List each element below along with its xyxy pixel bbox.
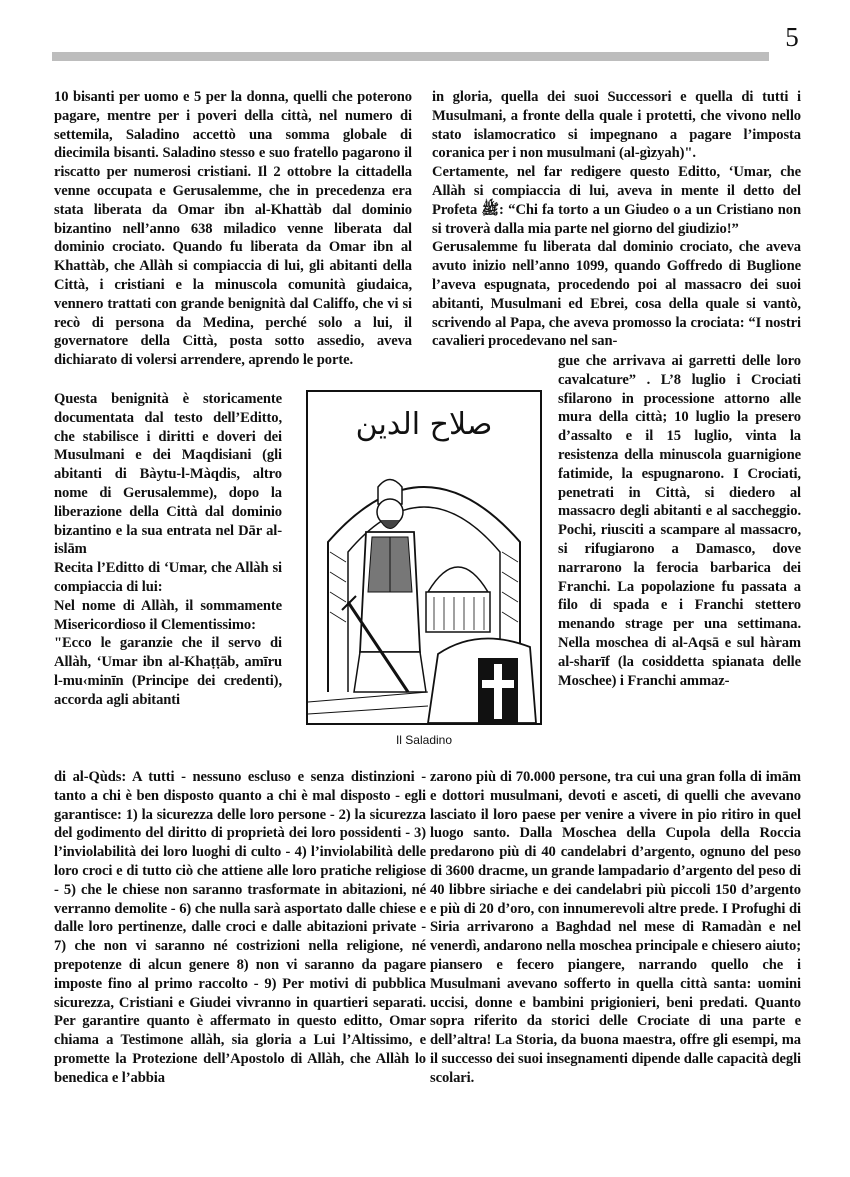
figure-caption: Il Saladino: [395, 733, 453, 747]
paragraph: in gloria, quella dei suoi Successori e quella di tutti i Musulmani, a fronte della quale i protetti, che vivono nello stato islamocratico si impegnano a pagare l’imposta coranica per i non musulmani (al-gìzyah)".: [432, 89, 801, 162]
paragraph: Gerusalemme fu liberata dal dominio crociato, che aveva avuto inizio nell’anno 1099, quando Goffredo di Buglione l’aveva espugnata, procedendo poi al massacro dei suoi abitanti, Musulmani ed Ebrei, cosa della quale si vantò, scrivendo al Papa, che aveva promosso la crociata: “I nostri cavalieri procedevano nel san-: [432, 239, 801, 350]
paragraph: di al-Qùds: A tutti - nessuno escluso e senza distinzioni - tanto a chi è ben disposto quanto a chi è mal disposto - egli garantisce: 1) la sicurezza delle loro persone - 2) la sicurezza del godimento del diritto di proprietà dei loro possidenti - 3) l’inviolabilità dei loro luoghi di culto - 4) l’inviolabilità delle loro croci e di tutto ciò che attiene alle loro pratiche religiose - 5) che le chiese non saranno trasformate in abitazioni, né verranno demolite - 6) che nulla sarà asportato dalle chiese e dalle loro pertinenze, dalle croci e dalle abitazioni private - 7) che non vi saranno né costrizioni nella religione, né prepotenze di alcun genere 8) non vi saranno da pagare imposte fino al primo raccolto - 9) Per motivi di pubblica sicurezza, Cristiani e Giudei vivranno in quartieri separati. Per garantire quanto è affermato in questo editto, Omar chiama a Testimone allàh, sia gloria a Lui l’Altissimo, e promette la Protezione dell’Apostolo di Allàh, che Allàh lo benedica e l’abbia: [54, 769, 426, 1086]
left-column-top: [54, 88, 412, 370]
left-column-bottom: [54, 768, 426, 1088]
right-column-middle: [558, 352, 801, 690]
right-column-top: [432, 88, 801, 351]
right-column-bottom: [430, 768, 801, 1088]
paragraph: Nel nome di Allàh, il sommamente Misericordioso il Clementissimo:: [54, 597, 282, 633]
page-number: 5: [785, 22, 799, 52]
paragraph: gue che arrivava ai garretti delle loro cavalcature” . L’8 luglio i Crociati sfilarono in processione attorno alle mura della città; 10 luglio la presero d’assalto e il 15 luglio, vinta la resistenza della minuscola guarnigione fatimide, la espugnarono. I Crociati, penetrati in Città, si diedero al massacro degli abitanti e al saccheggio. Pochi, riusciti a scampare al massacro, si rifugiarono a Damasco, dove narrarono la ferocia barbarica dei Franchi. La popolazione fu passata a filo di spada e i Franchi stettero menando strage per una settimana. Nella moschea di al-Aqsā e sul hàram al-sharīf (la cosiddetta spianata delle Moschee) i Franchi ammaz-: [558, 353, 801, 689]
paragraph: "Ecco le garanzie che il servo di Allàh, ‘Umar ibn al-Khaṭṭāb, amīru l-mu‹minīn (Principe dei credenti), accorda agli abitanti: [54, 635, 282, 708]
paragraph: 10 bisanti per uomo e 5 per la donna, quelli che poterono pagare, mentre per i poveri della città, nel numero di settemila, Saladino accettò una somma globale di diecimila bisanti. Saladino stesso e suo fratello pagarono il riscatto per numerosi cristiani. Il 2 ottobre la cittadella venne occupata e Gerusalemme, che in precedenza era stata liberata da Omar ibn al-Khattàb dal dominio bizantino nell’anno 638 miladico venne liberata dal dominio crociato. Quando fu liberata da Omar ibn al Khattàb, che Allàh si compiaccia di lui, gli abitanti della Città, i cristiani e la minuscola comunità giudaica, vennero trattati con grande benignità dal Califfo, che vi si recò di persona da Medina, perché solo a lui, il governatore della Città, posta sotto assedio, aveva dichiarato di volersi arrendere, aprendo le porte.: [54, 89, 412, 369]
header-bar: [52, 52, 769, 61]
left-column-middle: [54, 390, 282, 710]
saladin-illustration: [306, 390, 542, 725]
paragraph: Recita l’Editto di ‘Umar, che Allàh si compiaccia di lui:: [54, 560, 282, 595]
paragraph: Questa benignità è storicamente documentata dal testo dell’Editto, che stabilisce i diritti e doveri dei Musulmani e dei Maqdisiani (gli abitanti di Bàytu-l-Màqdis, altro nome di Gerusalemme), dopo la liberazione della Città dal dominio bizantino e la sua entrata nel Dār al-islām: [54, 391, 282, 558]
arabic-title: صلاح الدين: [355, 407, 493, 442]
paragraph: zarono più di 70.000 persone, tra cui una gran folla di imām e dottori musulmani, devoti e asceti, di quelli che avevano lasciato il loro paese per venire a vivere in pio ritiro in quel luogo santo. Dalla Moschea della Cupola della Roccia predarono più di 40 candelabri d’argento, ognuno del peso di 3600 dracme, un grande lampadario d’argento del peso di 40 libbre siriache e dei candelabri più piccoli 150 d’argento e più di 20 d’oro, con innumerevoli altre prede. I Profughi di Siria arrivarono a Baghdad nel mese di Ramadàn e nel venerdì, andarono nella moschea principale e chiesero aiuto; piansero e fecero piangere, narrando quello che i Musulmani avevano sofferto in quella città santa: uomini uccisi, donne e bambini prigionieri, beni predati. Quanto sopra riferito da storici delle Crociate di una parte e dell’altra! La Storia, da buona maestra, offre gli esempi, ma il successo dei suoi insegnamenti dipende dalle capacità degli scolari.: [430, 769, 801, 1086]
paragraph: Certamente, nel far redigere questo Editto, ‘Umar, che Allàh si compiaccia di lui, aveva in mente il detto del Profeta ﷺ: “Chi fa torto a un Giudeo o a un Cristiano non si troverà dalla mia parte nel giorno del giudizio!”: [432, 164, 801, 237]
saladin-drawing: [308, 392, 540, 723]
